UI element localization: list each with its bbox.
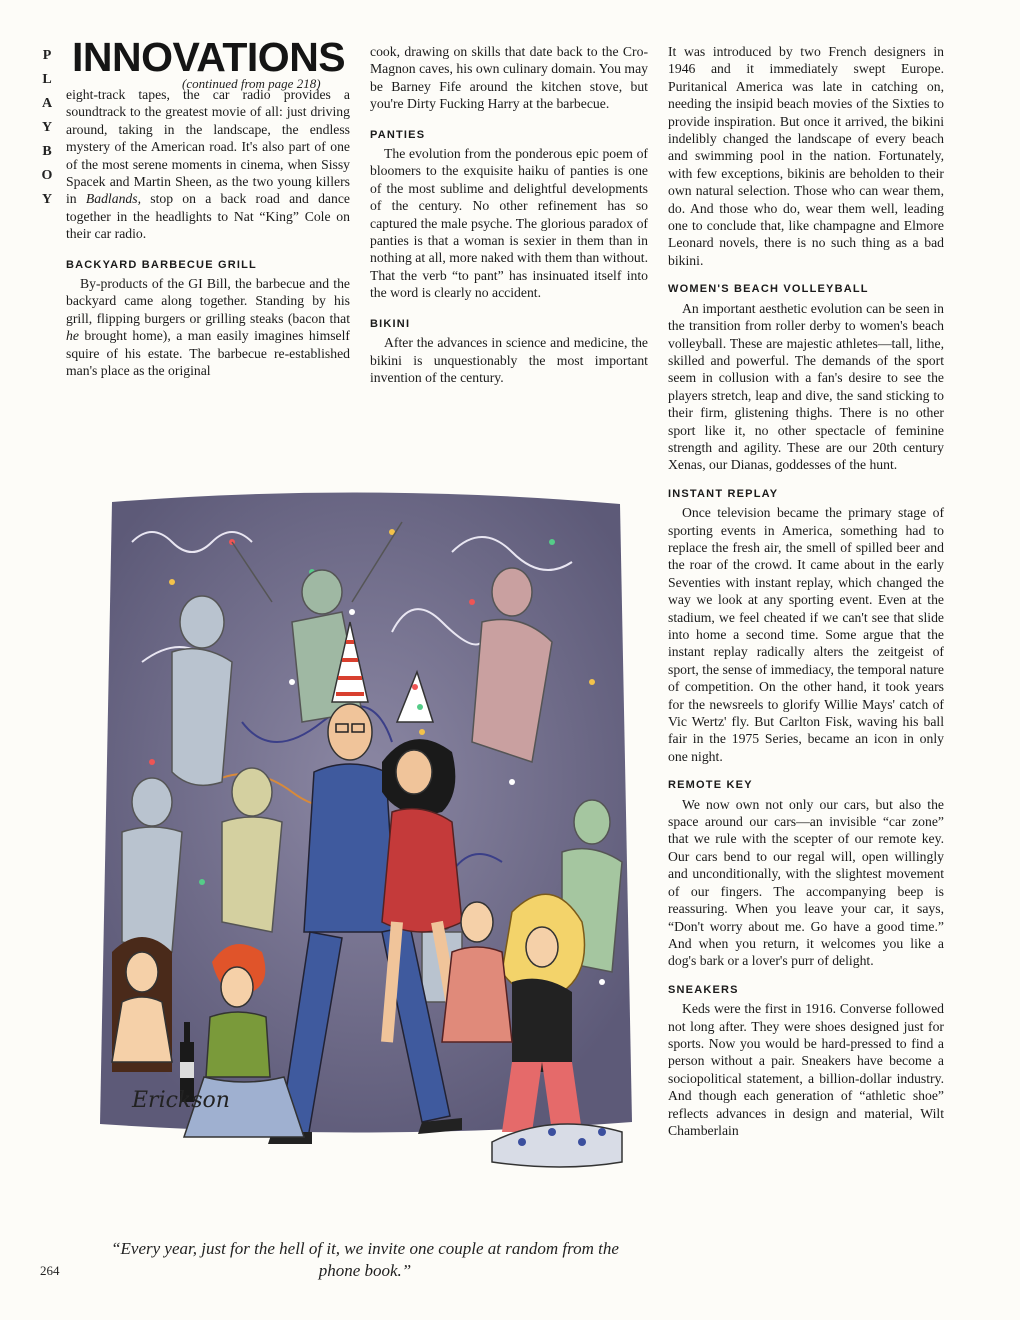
- magazine-letter: P: [42, 48, 52, 63]
- column-3: [668, 43, 944, 1139]
- section-heading-panties: PANTIES: [370, 128, 426, 141]
- section-heading-bikini: BIKINI: [370, 317, 411, 330]
- article-headline: INNOVATIONS: [72, 34, 346, 80]
- section-heading-sneakers: SNEAKERS: [668, 983, 739, 996]
- panties-paragraph: The evolution from the ponderous epic poem of bloomers to the exquisite haiku of panties is one of the most sublime and delightful developments of the century. No other refinement has so captured the male psyche. The glorious paradox of panties is that a woman is sexier in them than in nothing at all, more naked with them than without. That the verb “to pant” has insinuated itself into the word is clearly no accident.: [370, 146, 648, 301]
- party-cartoon: [92, 482, 640, 1224]
- page-number: 264: [40, 1263, 60, 1278]
- continued-note: (continued from page 218): [182, 76, 321, 91]
- artist-signature: Erickson: [132, 1088, 230, 1113]
- section-heading-remote: REMOTE KEY: [668, 779, 753, 792]
- replay-paragraph: Once television became the primary stage of sporting events in America, something had to replace the fresh air, the smell of spilled beer and the roar of the crowd. It came about in the early Seventies with instant replay, which changed the way we look at any sporting event. Even at the stadium, we feel cheated if we can't see that slide into home a second time. Some argue that the instant replay radically alters the zeitgeist of sport, the sense of immediacy, the temporal nature of competition. On the other hand, it took years for the newsreels to glorify Willie Mays' catch of Vic Wertz' fly. But Carlton Fisk, waving his ball fair in the 1975 Series, became an icon in only one night.: [668, 505, 944, 764]
- woman-with-champagne: [112, 937, 172, 1072]
- cartoon-caption: “Every year, just for the hell of it, we invite one couple at random from the phone book.”: [111, 1239, 619, 1280]
- section-heading-barbecue: BACKYARD BARBECUE GRILL: [66, 258, 257, 271]
- magazine-letter: A: [41, 96, 53, 111]
- sneakers-paragraph: Keds were the first in 1916. Converse followed not long after. They were shoes designed just for sports. Now you would be hard-pressed to find a person without a pair. Sneakers have become a sociopolitical statement, a billion-dollar industry. And though each generation of “athletic shoe” reflects advances in design and material, Wilt Chamberlain: [668, 1001, 944, 1138]
- barbecue-continued: cook, drawing on skills that date back to the Cro-Magnon caves, his own culinary domain. You may be Barney Fife around the kitchen stove, but you're Dirty Fucking Harry at the barbecue.: [370, 44, 648, 112]
- column-2: [370, 43, 648, 386]
- barbecue-paragraph: By-products of the GI Bill, the barbecue and the backyard came along together. Standing by his grill, flipping burgers or grilling steaks (bacon that he brought home), a man easily imagines himself squire of his estate. The barbecue re-established man's place as the original: [66, 276, 350, 379]
- volleyball-paragraph: An important aesthetic evolution can be seen in the transition from roller derby to women's beach volleyball. These are majestic athletes—tall, lithe, skilled and powerful. The demands of the sport seem in collusion with a fan's desire to see the players stretch, leap and dive, the sand sticking to their firm, glistening thighs. There is no other sport like it, no other spectacle of feminine strength and agility. These are our 20th century Xenas, our Dianas, goddesses of the hunt.: [668, 300, 944, 473]
- bikini-paragraph: After the advances in science and medicine, the bikini is unquestionably the most important invention of the century.: [370, 335, 648, 385]
- magazine-name-vertical: [38, 44, 56, 212]
- column-1: [66, 86, 350, 380]
- section-heading-replay: INSTANT REPLAY: [668, 487, 779, 500]
- section-heading-volleyball: WOMEN'S BEACH VOLLEYBALL: [668, 283, 869, 296]
- intro-paragraph: eight-track tapes, the car radio provides a soundtrack to the greatest movie of all: just driving around, taking in the landscape, the endless mystery of the American road. It's also part of one of the most serene moments in cinema, when Sissy Spacek and Martin Sheen, as the two young killers in Badlands, stop on a back road and dance together in the headlights to Nat “King” Cole on their car radio.: [66, 87, 350, 242]
- bikini-continued: It was introduced by two French designers in 1946 and it immediately swept Europe. Puritanical America was late in catching on, needing the insipid beach movies of the Sixties to provide inspiration. But once it arrived, the bikini indelibly changed the landscape of every beach and swimming pool in the nation. Fortunately, with few exceptions, bikinis are beholden to their own natural selection. Those who can wear them, do. And those who do, wear them well, leading one to conclude that, like champagne and Elmore Leonard novels, there is no such thing as a bad bikini.: [668, 44, 944, 268]
- magazine-letter: Y: [41, 192, 53, 207]
- magazine-letter: O: [41, 168, 53, 183]
- magazine-letter: B: [42, 144, 52, 159]
- magazine-letter: Y: [41, 120, 53, 135]
- magazine-letter: L: [42, 72, 52, 87]
- remote-paragraph: We now own not only our cars, but also the space around our cars—an invisible “car zone” that we rule with the scepter of our remote key. Our cars bend to our regal will, open willingly and unconditionally, with the slightest movement of our fingers. The accompanying beep is reassuring. When you leave your car, it says, “Don't worry about me. Go have a good time.” And when you return, it welcomes you like a dog's bark or a lover's purr of delight.: [668, 796, 944, 969]
